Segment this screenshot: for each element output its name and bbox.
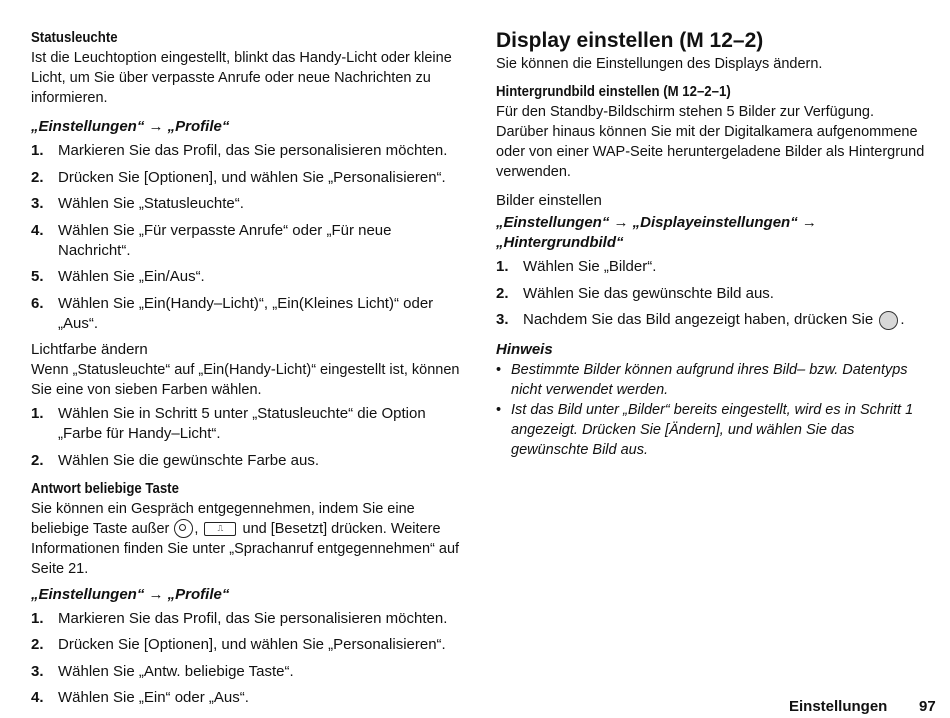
step-number: 1.: [31, 609, 44, 627]
step-number: 4.: [31, 221, 44, 239]
section-title-statusleuchte: Statusleuchte: [31, 29, 118, 46]
page-number: 97: [919, 698, 936, 715]
antwort-intro-a: Sie können ein Gespräch entgegennehmen, indem Sie eine beliebige Taste außer: [31, 500, 415, 537]
section-title-lichtfarbe: Lichtfarbe ändern: [31, 341, 148, 358]
hinweis-title: Hinweis: [496, 341, 553, 358]
step-text: Wählen Sie „Ein“ oder „Aus“.: [58, 689, 249, 706]
bullet-icon: •: [496, 362, 502, 378]
hinweis-text: Bestimmte Bilder können aufgrund ihres Bild– bzw. Datentyps nicht verwendet werden.: [511, 362, 908, 398]
step-text: Markieren Sie das Profil, das Sie personalisieren möchten.: [58, 609, 448, 627]
step-number: 1.: [496, 258, 509, 275]
footer-section-label: Einstellungen: [789, 698, 888, 715]
bullet-icon: •: [496, 402, 502, 418]
step-text: Wählen Sie das gewünschte Bild aus.: [523, 284, 774, 302]
antwort-menu-path: „Einstellungen“ → „Profile“: [31, 585, 230, 603]
section-title-hintergrundbild: Hintergrundbild einstellen (M 12–2–1): [496, 83, 731, 100]
antwort-steps: [31, 609, 463, 709]
step-item: [31, 267, 463, 287]
section-title-antwort: Antwort beliebige Taste: [31, 479, 179, 497]
step-text: Wählen Sie „Statusleuchte“.: [58, 195, 244, 212]
step-text: Wählen Sie in Schritt 5 unter „Statusleuchte“ die Option „Farbe für Handy–Licht“.: [58, 405, 426, 442]
antwort-intro: [31, 499, 463, 579]
step-text: Drücken Sie [Optionen], und wählen Sie „Personalisieren“.: [58, 168, 446, 186]
step-item: [496, 310, 926, 330]
step-number: 2.: [31, 636, 44, 653]
left-column: [31, 28, 463, 715]
step-item: [31, 451, 463, 471]
step-text: Wählen Sie „Für verpasste Anrufe“ oder „Für neue Nachricht“.: [58, 221, 392, 259]
step-text: Markieren Sie das Profil, das Sie personalisieren möchten.: [58, 142, 448, 159]
hintergrundbild-menu-path: „Einstellungen“ → „Displayeinstellungen“ → „Hintergrundbild“: [496, 214, 817, 251]
step-item: [31, 635, 463, 655]
step-number: 3.: [496, 311, 509, 328]
step-text: Wählen Sie „Ein/Aus“.: [58, 268, 205, 285]
step-number: 4.: [31, 689, 44, 706]
step-number: 1.: [31, 142, 44, 159]
display-intro: Sie können die Einstellungen des Displays ändern.: [496, 56, 823, 72]
ok-key-icon: [879, 311, 898, 330]
step-item: [31, 609, 463, 629]
step-number: 6.: [31, 294, 44, 312]
step-text: Wählen Sie „Ein(Handy–Licht)“, „Ein(Kleines Licht)“ oder „Aus“.: [58, 294, 434, 332]
step-text: Wählen Sie „Bilder“.: [523, 258, 657, 275]
step-item: [31, 662, 463, 682]
step-item: [496, 284, 926, 304]
step-number: 2.: [31, 451, 44, 469]
page-footer: [0, 698, 950, 718]
step-text: Wählen Sie die gewünschte Farbe aus.: [58, 451, 319, 469]
nav-key-icon: [174, 519, 193, 538]
hintergrundbild-steps: [496, 257, 926, 330]
right-column: [496, 28, 926, 460]
bilder-einstellen-label: Bilder einstellen: [496, 192, 602, 209]
step-number: 3.: [31, 195, 44, 212]
step-number: 3.: [31, 662, 44, 680]
step-item: [31, 194, 463, 214]
statusleuchte-menu-path: „Einstellungen“ → „Profile“: [31, 118, 230, 135]
hinweis-item: [496, 400, 926, 460]
step-item: [31, 404, 463, 444]
step-number: 2.: [496, 284, 509, 302]
page-title-display: Display einstellen (M 12–2): [496, 29, 764, 52]
step-item: [31, 221, 463, 261]
step-number: 2.: [31, 168, 44, 186]
step-item: [31, 141, 463, 161]
hintergrundbild-intro: Für den Standby-Bildschirm stehen 5 Bilder zur Verfügung. Darüber hinaus können Sie mit der Digitalkamera aufgenommene oder von einer WAP-Seite heruntergeladene Bilder als Hintergrund verwenden.: [496, 104, 925, 180]
hinweis-item: [496, 360, 926, 400]
step-end-period: .: [900, 311, 905, 328]
step-item: [31, 294, 463, 334]
step-text: Nachdem Sie das Bild angezeigt haben, drücken Sie: [523, 311, 874, 328]
hinweis-list: [496, 360, 926, 460]
step-item: [496, 257, 926, 277]
end-call-key-icon: ⎍: [204, 522, 236, 536]
step-number: 5.: [31, 268, 44, 285]
lichtfarbe-steps: [31, 404, 463, 471]
hinweis-text: Ist das Bild unter „Bilder“ bereits eingestellt, wird es in Schritt 1 angezeigt. Drücken Sie [Ändern], und wählen Sie das gewünschte Bild aus.: [511, 402, 914, 458]
antwort-intro-sep: ,: [194, 520, 199, 537]
step-item: [31, 168, 463, 188]
statusleuchte-steps: [31, 141, 463, 334]
statusleuchte-intro: Ist die Leuchtoption eingestellt, blinkt das Handy-Licht oder kleine Licht, um Sie über verpasste Anrufe oder neue Nachrichten zu informieren.: [31, 50, 452, 106]
lichtfarbe-intro: Wenn „Statusleuchte“ auf „Ein(Handy-Licht)“ eingestellt ist, können Sie eine von sieben Farben wählen.: [31, 362, 460, 398]
step-text: Wählen Sie „Antw. beliebige Taste“.: [58, 662, 294, 680]
step-number: 1.: [31, 405, 44, 422]
antwort-intro-b: und [Besetzt] drücken. Weitere Informationen finden Sie unter „Sprachanruf entgegennehmen“ auf Seite 21.: [31, 520, 460, 577]
step-text: Drücken Sie [Optionen], und wählen Sie „Personalisieren“.: [58, 636, 446, 653]
